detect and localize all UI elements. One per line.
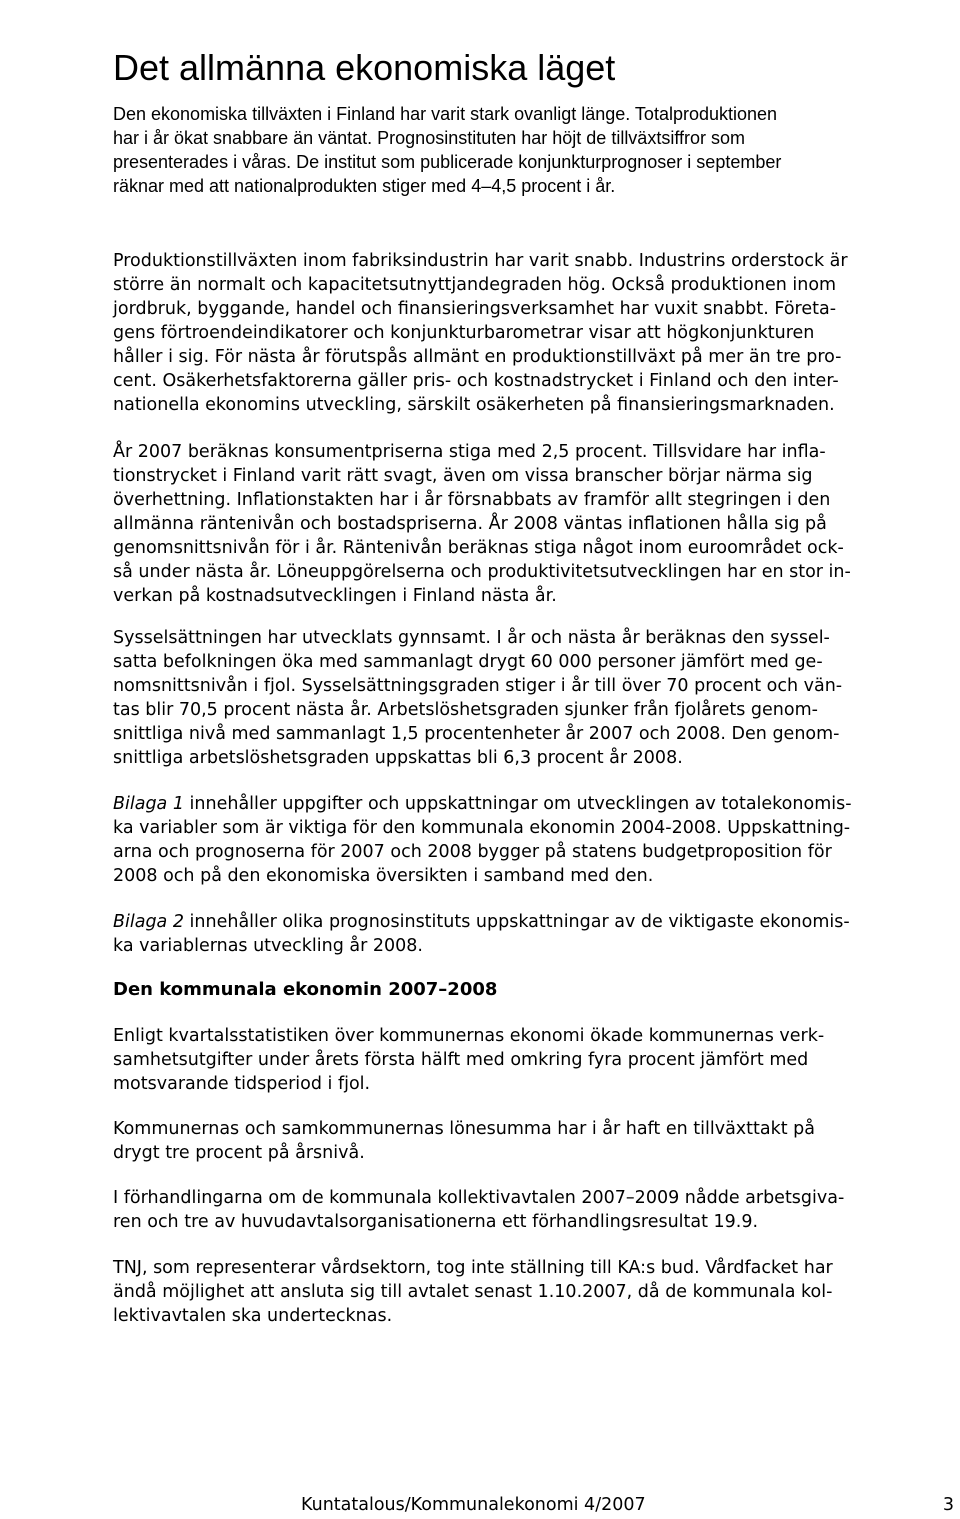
text-line: räknar med att nationalprodukten stiger med 4–4,5 procent i år. xyxy=(113,176,616,196)
text-line: tas blir 70,5 procent nästa år. Arbetslöshetsgraden sjunker från fjolårets genom- xyxy=(113,700,818,720)
paragraph-tnj xyxy=(113,1256,953,1328)
bilaga-2-text: innehåller olika prognosinstituts uppskattningar av de viktigaste ekonomis- xyxy=(183,912,850,932)
text-line: håller i sig. För nästa år förutspås allmänt en produktionstillväxt på mer än tre pro- xyxy=(113,347,842,367)
text-line: ka variabler som är viktiga för den kommunala ekonomin 2004-2008. Uppskattning- xyxy=(113,818,851,838)
paragraph-bilaga-1 xyxy=(113,792,953,888)
text-line: satta befolkningen öka med sammanlagt drygt 60 000 personer jämfört med ge- xyxy=(113,652,823,672)
text-line: Enligt kvartalsstatistiken över kommunernas ekonomi ökade kommunernas verk- xyxy=(113,1026,825,1046)
page-title: Det allmänna ekonomiska läget xyxy=(113,47,616,88)
text-line: nationella ekonomins utveckling, särskilt osäkerheten på finansieringsmarknaden. xyxy=(113,395,835,415)
bilaga-2-reference: Bilaga 2 xyxy=(113,912,184,932)
bilaga-1-text: innehåller uppgifter och uppskattningar om utvecklingen av totalekonomis- xyxy=(183,794,852,814)
footer-publication: Kuntatalous/Kommunalekonomi 4/2007 xyxy=(301,1495,646,1515)
text-line: 2008 och på den ekonomiska översikten i samband med den. xyxy=(113,866,654,886)
paragraph-collective-agreements xyxy=(113,1186,953,1234)
text-line: motsvarande tidsperiod i fjol. xyxy=(113,1074,371,1094)
text-line: tionstrycket i Finland varit rätt svagt, även om vissa branscher börjar närma sig xyxy=(113,466,813,486)
text-line: Den ekonomiska tillväxten i Finland har varit stark ovanligt länge. Totalproduktionen xyxy=(113,104,778,124)
paragraph-bilaga-2 xyxy=(113,910,953,958)
text-line: ändå möjlighet att ansluta sig till avtalet senast 1.10.2007, då de kommunala kol- xyxy=(113,1282,833,1302)
text-line xyxy=(113,792,953,816)
text-line: har i år ökat snabbare än väntat. Prognosinstituten har höjt de tillväxtsiffror som xyxy=(113,128,746,148)
bilaga-1-reference: Bilaga 1 xyxy=(113,794,184,814)
text-line: nomsnittsnivån i fjol. Sysselsättningsgraden stiger i år till över 70 procent och vän- xyxy=(113,676,843,696)
text-line: allmänna räntenivån och bostadspriserna. År 2008 väntas inflationen hålla sig på xyxy=(113,514,827,534)
text-line: ren och tre av huvudavtalsorganisationerna ett förhandlingsresultat 19.9. xyxy=(113,1212,759,1232)
text-line: presenterades i våras. De institut som publicerade konjunkturprognoser i september xyxy=(113,152,782,172)
text-line: samhetsutgifter under årets första hälft med omkring fyra procent jämfört med xyxy=(113,1050,809,1070)
text-line: I förhandlingarna om de kommunala kollektivavtalen 2007–2009 nådde arbetsgiva- xyxy=(113,1188,845,1208)
text-line: arna och prognoserna för 2007 och 2008 bygger på statens budgetproposition för xyxy=(113,842,832,862)
text-line: ka variablernas utveckling år 2008. xyxy=(113,936,423,956)
text-line: gens förtroendeindikatorer och konjunkturbarometrar visar att högkonjunkturen xyxy=(113,323,815,343)
text-line: genomsnittsnivån för i år. Räntenivån beräknas stiga något inom euroområdet ock- xyxy=(113,538,844,558)
text-line: TNJ, som representerar vårdsektorn, tog inte ställning till KA:s bud. Vårdfacket har xyxy=(113,1258,833,1278)
paragraph-intro xyxy=(113,102,953,198)
text-line: överhettning. Inflationstakten har i år försnabbats av framför allt stegringen i den xyxy=(113,490,831,510)
text-line: cent. Osäkerhetsfaktorerna gäller pris- och kostnadstrycket i Finland och den inter- xyxy=(113,371,839,391)
text-line: År 2007 beräknas konsumentpriserna stiga med 2,5 procent. Tillsvidare har infla- xyxy=(113,442,826,462)
paragraph-wage-sum xyxy=(113,1117,953,1165)
text-line xyxy=(113,910,953,934)
paragraph-production xyxy=(113,249,953,417)
text-line: Produktionstillväxten inom fabriksindustrin har varit snabb. Industrins orderstock är xyxy=(113,251,848,271)
text-line: lektivavtalen ska undertecknas. xyxy=(113,1306,393,1326)
page-number: 3 xyxy=(942,1495,954,1515)
text-line: snittliga nivå med sammanlagt 1,5 procentenheter år 2007 och 2008. Den genom- xyxy=(113,724,840,744)
text-line: Sysselsättningen har utvecklats gynnsamt. I år och nästa år beräknas den syssel- xyxy=(113,628,830,648)
text-line: så under nästa år. Löneuppgörelserna och produktivitetsutvecklingen har en stor in- xyxy=(113,562,851,582)
section-heading: Den kommunala ekonomin 2007–2008 xyxy=(113,979,498,1000)
paragraph-expenditure xyxy=(113,1024,953,1096)
text-line: större än normalt och kapacitetsutnyttjandegraden hög. Också produktionen inom xyxy=(113,275,837,295)
paragraph-employment xyxy=(113,626,953,770)
text-line: jordbruk, byggande, handel och finansieringsverksamhet har vuxit snabbt. Företa- xyxy=(113,299,837,319)
text-line: Kommunernas och samkommunernas lönesumma har i år haft en tillväxttakt på xyxy=(113,1119,815,1139)
text-line: drygt tre procent på årsnivå. xyxy=(113,1143,365,1163)
text-line: verkan på kostnadsutvecklingen i Finland nästa år. xyxy=(113,586,557,606)
text-line: snittliga arbetslöshetsgraden uppskattas bli 6,3 procent år 2008. xyxy=(113,748,683,768)
paragraph-inflation xyxy=(113,440,953,608)
